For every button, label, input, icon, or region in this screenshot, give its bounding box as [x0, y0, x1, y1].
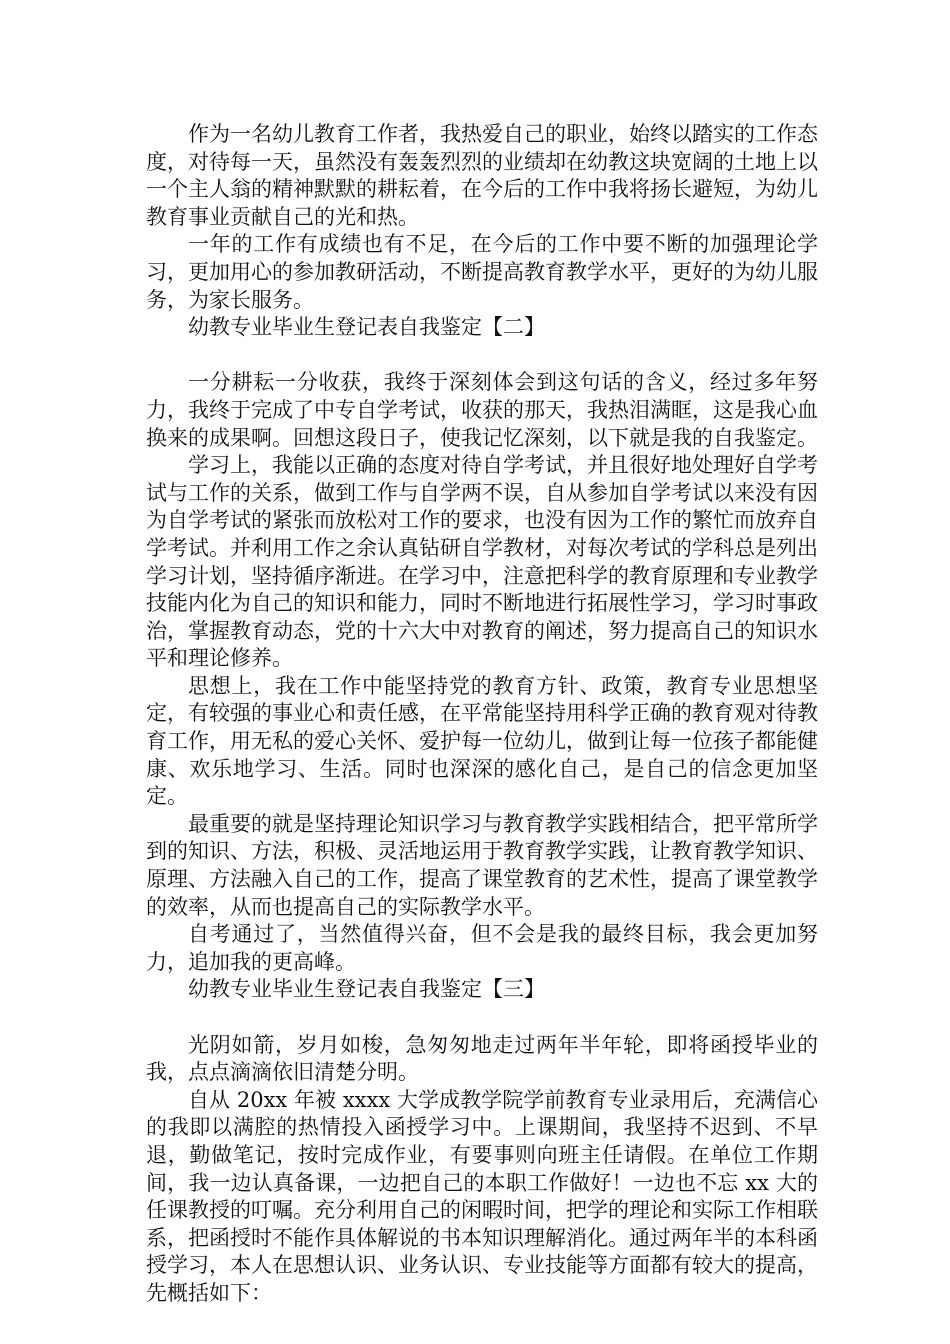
- document-body: [146, 121, 818, 1308]
- blank-line: [146, 1004, 818, 1032]
- blank-line: [146, 342, 818, 370]
- paragraph: 思想上，我在工作中能坚持党的教育方针、政策，教育专业思想坚定，有较强的事业心和责任感，在平常能坚持用科学正确的教育观对待教育工作，用无私的爱心关怀、爱护每一位幼儿，做到让每一位孩子都能健康、欢乐地学习、生活。同时也深深的感化自己，是自己的信念更加坚定。: [146, 673, 818, 809]
- paragraph: 自考通过了，当然值得兴奋，但不会是我的最终目标，我会更加努力，追加我的更高峰。: [146, 922, 818, 974]
- paragraph: 学习上，我能以正确的态度对待自学考试，并且很好地处理好自学考试与工作的关系，做到工作与自学两不误，自从参加自学考试以来没有因为自学考试的紧张而放松对工作的要求，也没有因为工作的繁忙而放弃自学考试。并利用工作之余认真钻研自学教材，对每次考试的学科总是列出学习计划，坚持循序渐进。在学习中，注意把科学的教育原理和专业教学技能内化为自己的知识和能力，同时不断地进行拓展性学习，学习时事政治，掌握教育动态，党的十六大中对教育的阐述，努力提高自己的知识水平和理论修养。: [146, 453, 818, 671]
- section-heading-3: 幼教专业毕业生登记表自我鉴定【三】: [188, 977, 545, 1002]
- paragraph: 一年的工作有成绩也有不足，在今后的工作中要不断的加强理论学习，更加用心的参加教研活动，不断提高教育教学水平，更好的为幼儿服务，为家长服务。: [146, 232, 818, 312]
- paragraph: 作为一名幼儿教育工作者，我热爱自己的职业，始终以踏实的工作态度，对待每一天，虽然没有轰轰烈烈的业绩却在幼教这块宽阔的土地上以一个主人翁的精神默默的耕耘着，在今后的工作中我将扬长避短，为幼儿教育事业贡献自己的光和热。: [146, 122, 818, 229]
- paragraph: 一分耕耘一分收获，我终于深刻体会到这句话的含义，经过多年努力，我终于完成了中专自学考试，收获的那天，我热泪满眶，这是我心血换来的成果啊。回想这段日子，使我记忆深刻，以下就是我的自我鉴定。: [146, 370, 818, 450]
- paragraph: 光阴如箭，岁月如梭，急匆匆地走过两年半年轮，即将函授毕业的我，点点滴滴依旧清楚分明。: [146, 1032, 818, 1085]
- paragraph: 自从 20xx 年被 xxxx 大学成教学院学前教育专业录用后，充满信心的我即以满腔的热情投入函授学习中。上课期间，我坚持不迟到、不早退，勤做笔记，按时完成作业，有要事则向班主任请假。在单位工作期间，我一边认真备课，一边把自己的本职工作做好！一边也不忘 xx 大的任课教授的叮嘱。充分利用自己的闲暇时间，把学的理论和实际工作相联系，把函授时不能作具体解说的书本知识理解消化。通过两年半的本科函授学习，本人在思想认识、业务认识、专业技能等方面都有较大的提高，先概括如下：: [146, 1087, 818, 1305]
- section-heading-2: 幼教专业毕业生登记表自我鉴定【二】: [188, 315, 545, 340]
- paragraph: 最重要的就是坚持理论知识学习与教育教学实践相结合，把平常所学到的知识、方法，积极、灵活地运用于教育教学实践，让教育教学知识、原理、方法融入自己的工作，提高了课堂教育的艺术性，提高了课堂教学的效率，从而也提高自己的实际教学水平。: [146, 811, 818, 919]
